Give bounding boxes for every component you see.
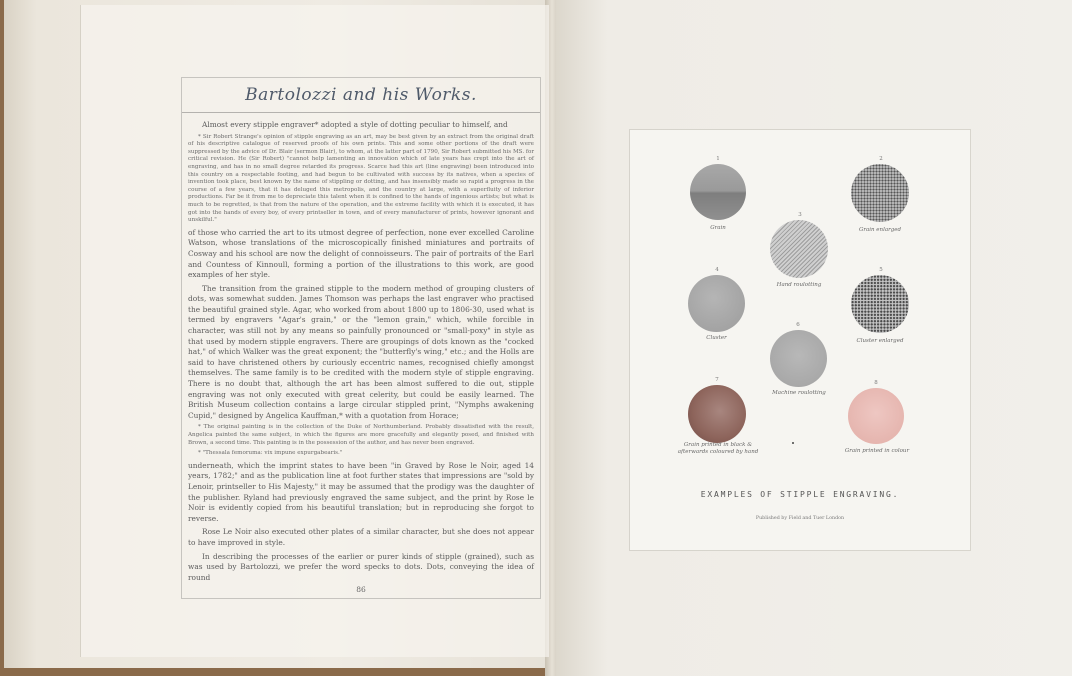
paragraph-6: In describing the processes of the earlier or purer kinds of stipple (grained), such as was used by Bartolozzi, we prefer the word specks to dots. Dots, conveying the idea of round	[188, 551, 534, 582]
sample-2-caption: Grain enlarged	[858, 227, 902, 233]
sample-5-caption: Cluster enlarged	[856, 338, 904, 344]
tissue-guard-sheet	[80, 5, 549, 657]
paragraph-1: Almost every stipple engraver* adopted a style of dotting peculiar to himself, and	[202, 120, 508, 129]
page-number: 86	[356, 585, 366, 594]
sample-7-hand-coloured-circle	[688, 385, 746, 443]
footnote-2: * The original painting is in the collection of the Duke of Northumberland. Probably dissatisfied with the result, Angelica painted the same subject, in which the figures are more gracefully and elegantly posed, and finished with Brown, a second time. This painting is in the possession of the author, and has never been engraved.	[188, 424, 534, 446]
footnote-1: * Sir Robert Strange's opinion of stipple engraving as an art, may be best given by an extract from the original draft of his descriptive catalogue of reserved proofs of his own prints. This and some other portions of the draft were suppressed by the advice of Dr. Blair (sermon Blair), to whom, at the latter part of 1790, Sir Robert submitted his MS. for critical revision. He (Sir Robert) "cannot help lamenting an innovation which of late years has crept into the art of engraving, and has in no small degree retarded its progress. Scarce had this art (line engraving) been introduced into this country on a respectable footing, and had begun to be cultivated with success by its natives, when a species of invention took place, best known by the name of stippling or dotting, and has insensibly made so rapid a progress in the course of a few years, that it has deluged this metropolis, and the country at large, with a superfluity of inferior productions. Far be it from me to depreciate this talent when it is confined to the hands of ingenious artists; but what is much to be regretted, is that from the nature of the operation, and the extreme facility with which it is executed, it has got into the hands of every boy, of every printseller in town, and of every manufacturer of prints, however ignorant and unskilful."	[188, 133, 534, 224]
sample-6-number: 6	[796, 322, 800, 328]
plate-mark	[792, 442, 794, 444]
sample-7-caption-line-2: afterwards coloured by hand	[677, 449, 759, 455]
header-band	[182, 78, 540, 113]
plate-publisher-line: Published by Field and Tuer London	[755, 516, 845, 521]
body-text	[188, 120, 534, 586]
footnote-3: * "Thessala femoruma: vix impune expurgabearis."	[198, 450, 343, 457]
sample-6-caption: Machine roulotting	[772, 390, 826, 396]
sample-2-grain-enlarged-circle	[851, 164, 909, 222]
running-head: Bartolozzi and his Works.	[245, 85, 477, 105]
sample-4-cluster-circle	[688, 275, 745, 332]
sample-6-machine-roulotting-circle	[770, 330, 827, 387]
paragraph-4: underneath, which the imprint states to have been "in Graved by Rose le Noir, aged 14 years, 1782;" and as the publication line at foot further states that impressions are "sold by Lenoir, printseller to His Majesty," it may be assumed that the prodigy was the daughter of the publisher. Ryland had previously engraved the same subject, and the print by Rose le Noir is evidently copied from his beautiful translation; but in reproducing she forgot to reverse.	[188, 460, 534, 523]
plate-title: EXAMPLES OF STIPPLE ENGRAVING.	[700, 490, 900, 499]
sample-1-grain-circle	[690, 164, 746, 220]
stipple-plate	[630, 130, 970, 550]
sample-4-number: 4	[715, 267, 719, 273]
sample-8-number: 8	[874, 380, 878, 386]
sample-1-caption: Grain	[710, 225, 726, 231]
sample-3-number: 3	[798, 212, 802, 218]
sample-3-hand-roulotting-circle	[770, 220, 828, 278]
sample-3-caption: Hand roulotting	[776, 282, 822, 288]
sample-1-number: 1	[716, 156, 720, 162]
sample-5-cluster-enlarged-circle	[851, 275, 909, 333]
paragraph-2: of those who carried the art to its utmost degree of perfection, none ever excelled Caroline Watson, whose translations of the microscopically finished miniatures and portraits of Cosway and his school are now the delight of connoisseurs. The pair of portraits of the Earl and Countess of Kinnoull, forming a portion of the illustrations to this work, are good examples of her style.	[188, 227, 534, 280]
sample-8-caption: Grain printed in colour	[844, 448, 910, 454]
paragraph-5: Rose Le Noir also executed other plates of a similar character, but she does not appear to have improved in style.	[188, 527, 534, 547]
paragraph-3: The transition from the grained stipple to the modern method of grouping clusters of dots, was somewhat sudden. James Thomson was perhaps the last engraver who practised the beautiful grained style. Agar, who worked from about 1800 up to 1806-30, used what is termed by engravers "Agar's grain," or the "lemon grain," which, while forcible in character, was still not by any means so painfully pronounced or "small-poxy" in style as that used by modern stipple engravers. There are groupings of dots known as the "cocked hat," of which Walker was the great exponent; the "butterfly's wing," etc.; and the Holls are said to have christened others by curiously eccentric names, recognised chiefly amongst themselves. The same family is to be credited with the modern style of stipple engraving. There is no doubt that, although the art has been almost suffered to die out, stipple engraving was not only executed with great celerity, but could be easily learned. The British Museum collection contains a large circular stippled print, "Nymphs awakening Cupid," designed by Angelica Kauffman,* with a quotation from Horace;	[188, 283, 534, 420]
sample-2-number: 2	[879, 156, 883, 162]
text-page	[181, 77, 541, 599]
sample-5-number: 5	[879, 267, 883, 273]
sample-8-colour-print-circle	[848, 388, 904, 444]
sample-7-number: 7	[715, 377, 719, 383]
sample-7-caption-line-1: Grain printed in black &	[683, 442, 753, 448]
sample-4-caption: Cluster	[706, 335, 727, 341]
